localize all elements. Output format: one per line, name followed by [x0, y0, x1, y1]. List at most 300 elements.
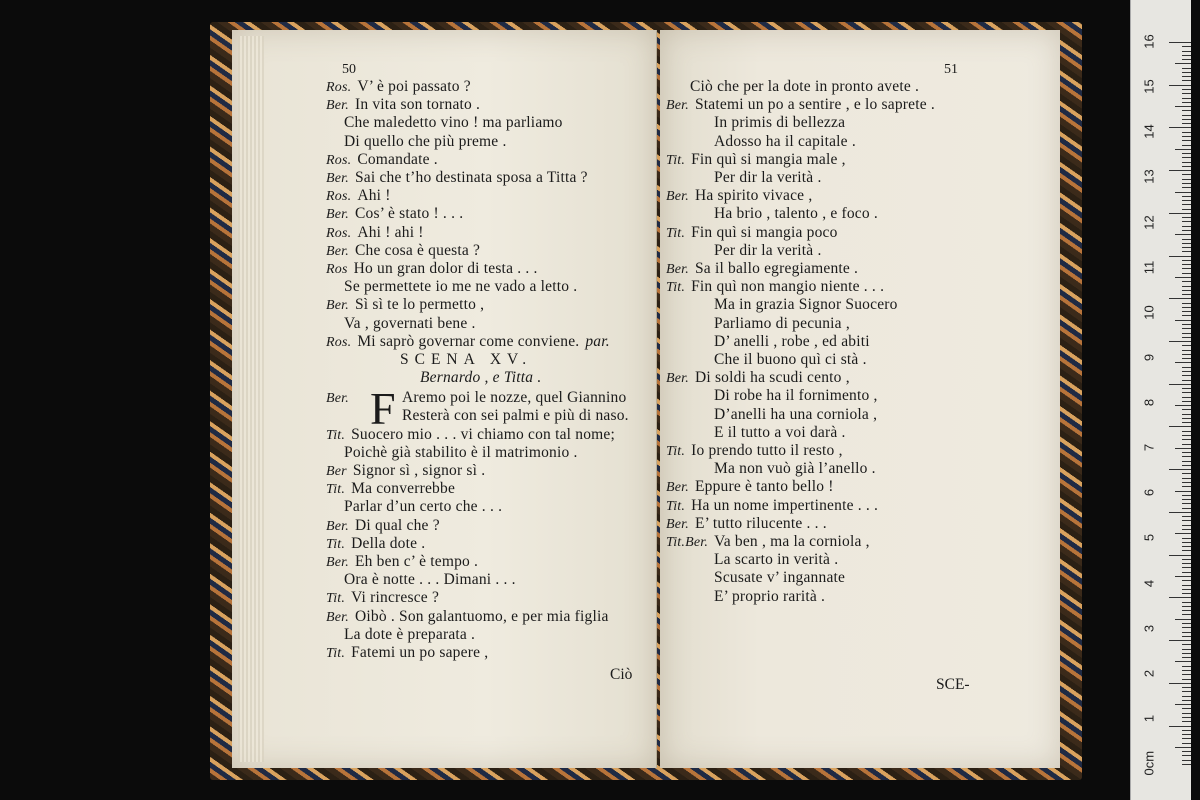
speaker-label: Tit.	[666, 444, 686, 459]
verse-text: Che cosa è questa ?	[354, 241, 481, 259]
verse-text: V’ è poi passato ?	[357, 78, 471, 95]
verse-text: Aremo poi le nozze, quel Giannino	[402, 389, 627, 407]
ruler-tick	[1182, 380, 1191, 381]
text-line	[344, 278, 577, 296]
ruler-tick	[1182, 708, 1191, 709]
text-line	[344, 498, 502, 516]
ruler-tick	[1182, 713, 1191, 714]
ruler-tick	[1182, 670, 1191, 671]
measurement-ruler	[1130, 0, 1191, 800]
verse-text: Parliamo di pecunia ,	[714, 314, 850, 332]
ruler-tick	[1182, 367, 1191, 368]
ruler-tick	[1182, 328, 1191, 329]
ruler-tick	[1182, 431, 1191, 432]
ruler-tick	[1182, 606, 1191, 607]
ruler-tick	[1182, 542, 1191, 543]
verse-text: D’anelli ha una corniola ,	[714, 405, 878, 423]
verse-text: Ma non vuò già l’anello .	[714, 460, 876, 478]
text-line	[344, 315, 476, 333]
text-line	[326, 553, 478, 572]
ruler-tick	[1175, 448, 1191, 449]
text-line	[714, 569, 845, 587]
text-line	[326, 333, 610, 352]
text-line	[326, 644, 488, 663]
ruler-tick	[1182, 303, 1191, 304]
text-line	[666, 278, 884, 297]
speaker-label: Ber.	[326, 518, 349, 534]
ruler-tick	[1182, 439, 1191, 440]
ruler-number: 8	[1141, 398, 1157, 407]
verse-text: Io prendo tutto il resto ,	[691, 442, 843, 459]
ruler-tick	[1182, 153, 1191, 154]
verse-text: D’ anelli , robe , ed abiti	[714, 332, 870, 350]
verse-text: Per dir la verità .	[714, 241, 822, 259]
ruler-tick	[1182, 486, 1191, 487]
verse-text: Ma converrebbe	[351, 480, 456, 498]
ruler-tick	[1175, 106, 1191, 107]
ruler-tick	[1182, 666, 1191, 667]
ruler-tick	[1182, 273, 1191, 274]
ruler-tick	[1182, 700, 1191, 701]
ruler-tick	[1182, 337, 1191, 338]
ruler-tick	[1182, 204, 1191, 205]
ruler-tick	[1182, 166, 1191, 167]
ruler-tick	[1169, 298, 1191, 299]
ruler-tick	[1182, 734, 1191, 735]
ruler-tick	[1182, 98, 1191, 99]
text-line	[714, 588, 825, 606]
ruler-tick	[1182, 354, 1191, 355]
ruler-tick	[1182, 281, 1191, 282]
ruler-number: 6	[1141, 489, 1157, 497]
verse-text: Di soldi ha scudi cento ,	[694, 369, 850, 387]
ruler-tick	[1182, 482, 1191, 483]
ruler-tick	[1182, 422, 1191, 423]
ruler-tick	[1175, 192, 1191, 193]
speaker-label: Tit.	[666, 498, 686, 514]
ruler-tick	[1182, 495, 1191, 496]
ruler-tick	[1182, 251, 1191, 252]
right-page	[660, 30, 1060, 768]
speaker-label: Ber.	[666, 189, 689, 205]
ruler-tick	[1182, 409, 1191, 410]
ruler-tick	[1182, 691, 1191, 692]
ruler-tick	[1182, 644, 1191, 645]
text-line	[326, 96, 480, 115]
ruler-tick	[1182, 623, 1191, 624]
ruler-tick	[1182, 345, 1191, 346]
verse-text: Ora è notte . . . Dimani . . .	[344, 571, 516, 589]
ruler-tick	[1182, 93, 1191, 94]
verse-text: E’ tutto rilucente . . .	[694, 514, 827, 532]
ruler-tick	[1182, 636, 1191, 637]
ruler-tick	[1182, 653, 1191, 654]
ruler-tick	[1169, 384, 1191, 385]
text-line	[344, 133, 507, 151]
ruler-tick	[1182, 550, 1191, 551]
text-line	[326, 535, 425, 554]
ruler-tick	[1182, 397, 1191, 398]
verse-text: Della dote .	[351, 534, 426, 552]
speaker-label: Tit.	[666, 280, 686, 296]
ruler-tick	[1182, 589, 1191, 590]
ruler-tick	[1182, 140, 1191, 141]
ruler-tick	[1182, 358, 1191, 359]
ruler-tick	[1182, 290, 1191, 291]
ruler-tick	[1175, 661, 1191, 662]
page-number-right: 51	[944, 62, 958, 77]
text-line	[714, 205, 878, 223]
ruler-tick	[1175, 491, 1191, 492]
ruler-tick	[1182, 136, 1191, 137]
ruler-tick	[1175, 747, 1191, 748]
ruler-tick	[1182, 264, 1191, 265]
ruler-tick	[1182, 751, 1191, 752]
text-line	[326, 589, 439, 608]
verse-text: Scusate v’ ingannate	[714, 569, 846, 587]
ruler-tick	[1182, 51, 1191, 52]
verse-text: Che maledetto vino ! ma parliamo	[344, 114, 563, 132]
text-line	[326, 480, 455, 499]
text-line	[326, 517, 440, 536]
speaker-label: Tit.	[666, 152, 686, 168]
verse-text: Vi rincresce ?	[351, 589, 440, 607]
ruler-tick	[1182, 508, 1191, 509]
text-line	[714, 424, 846, 442]
ruler-tick	[1182, 388, 1191, 389]
verse-text: Statemi un po a sentire , e lo saprete .	[694, 96, 935, 114]
text-line	[714, 460, 876, 478]
verse-text: E il tutto a voi darà .	[714, 423, 846, 441]
ruler-tick	[1182, 157, 1191, 158]
text-line	[666, 533, 870, 552]
ruler-number: 4	[1141, 579, 1157, 587]
ruler-tick	[1182, 585, 1191, 586]
ruler-tick	[1182, 657, 1191, 658]
page-edges	[238, 36, 264, 762]
ruler-tick	[1169, 683, 1191, 684]
verse-text: E’ proprio rarità .	[714, 587, 826, 605]
verse-text: Cos’ è stato ! . . .	[354, 205, 464, 223]
speaker-label: Ber.	[666, 480, 689, 496]
ruler-tick	[1182, 315, 1191, 316]
speaker-label: Ber.	[326, 207, 349, 223]
ruler-tick	[1182, 456, 1191, 457]
speaker-label: Ros.	[326, 225, 352, 241]
verse-text: In vita son tornato .	[354, 96, 481, 114]
text-line	[666, 187, 812, 206]
text-line	[666, 442, 843, 461]
ruler-tick	[1182, 738, 1191, 739]
ruler-tick	[1182, 72, 1191, 73]
ruler-tick	[1182, 721, 1191, 722]
ruler-tick	[1182, 687, 1191, 688]
speaker-label: Ber.	[666, 371, 689, 387]
verse-text: Adosso ha il capitale .	[714, 132, 856, 150]
ruler-tick	[1182, 187, 1191, 188]
verse-text: Ha spirito vivace ,	[694, 187, 813, 205]
left-page	[232, 30, 657, 768]
ruler-number: 7	[1141, 444, 1157, 452]
ruler-tick	[1182, 478, 1191, 479]
speaker-label: Ber.	[326, 298, 349, 314]
verse-text: Ho un gran dolor di testa . . .	[353, 260, 538, 277]
ruler-tick	[1169, 640, 1191, 641]
ruler-tick	[1182, 679, 1191, 680]
ruler-tick	[1182, 503, 1191, 504]
ruler-tick	[1182, 525, 1191, 526]
ruler-tick	[1182, 760, 1191, 761]
ruler-tick	[1169, 726, 1191, 727]
verse-text: Ciò che per la dote in pronto avete .	[690, 78, 920, 95]
ruler-tick	[1182, 717, 1191, 718]
verse-text: Sì sì te lo permetto ,	[354, 296, 485, 314]
ruler-tick	[1169, 597, 1191, 598]
ruler-tick	[1182, 324, 1191, 325]
ruler-tick	[1175, 405, 1191, 406]
verse-text: Ahi ! ahi !	[357, 223, 424, 241]
ruler-tick	[1182, 452, 1191, 453]
ruler-tick	[1182, 610, 1191, 611]
ruler-number: 9	[1141, 353, 1157, 361]
ruler-tick	[1175, 63, 1191, 64]
text-line	[666, 369, 850, 388]
text-line	[714, 406, 877, 424]
verse-text: Fin quì non mangio niente . . .	[691, 278, 885, 296]
ruler-tick	[1182, 563, 1191, 564]
verse-text: Eh ben c’ è tempo .	[354, 553, 479, 570]
ruler-tick	[1182, 179, 1191, 180]
catchword-left: Ciò	[610, 666, 633, 683]
text-line	[326, 608, 609, 627]
speaker-label: Tit.	[666, 225, 686, 241]
ruler-tick	[1175, 704, 1191, 705]
verse-text: Sai che t’ho destinata sposa a Titta ?	[354, 169, 588, 186]
text-line	[326, 296, 484, 315]
speaker-label: Tit.	[326, 646, 346, 661]
ruler-tick	[1182, 247, 1191, 248]
ruler-tick	[1182, 392, 1191, 393]
verse-text: Parlar d’un certo che . . .	[344, 498, 503, 516]
ruler-tick	[1169, 469, 1191, 470]
ruler-number: 3	[1141, 624, 1157, 632]
ruler-tick	[1182, 123, 1191, 124]
scene-characters: Bernardo , e Titta .	[420, 369, 542, 387]
text-line	[714, 133, 856, 151]
ruler-tick	[1182, 375, 1191, 376]
speaker-label: Ber.	[326, 243, 349, 259]
ruler-tick	[1182, 401, 1191, 402]
text-line	[326, 78, 471, 97]
text-line	[326, 224, 424, 243]
ruler-number: 16	[1141, 34, 1157, 49]
verse-text: Poichè già stabilito è il matrimonio .	[344, 443, 578, 461]
ruler-tick	[1182, 435, 1191, 436]
ruler-tick	[1169, 512, 1191, 513]
verse-text: Comandate .	[357, 150, 438, 168]
ruler-tick	[1182, 268, 1191, 269]
text-line	[666, 478, 834, 497]
ruler-tick	[1182, 226, 1191, 227]
ruler-tick	[1182, 593, 1191, 594]
ruler-tick	[1182, 529, 1191, 530]
text-line	[666, 96, 935, 115]
verse-text: Eppure è tanto bello !	[694, 478, 834, 496]
verse-text: Va , governati bene .	[344, 314, 476, 332]
ruler-tick	[1182, 473, 1191, 474]
speaker-label: Tit.Ber.	[666, 535, 709, 550]
verse-text: Di robe ha il fornimento ,	[714, 387, 878, 405]
ruler-tick	[1182, 418, 1191, 419]
speaker-label: Ber.	[326, 98, 349, 114]
speaker-label: Tit.	[326, 482, 346, 498]
ruler-tick	[1182, 632, 1191, 633]
ruler-tick	[1182, 46, 1191, 47]
ruler-tick	[1175, 576, 1191, 577]
ruler-tick	[1169, 170, 1191, 171]
text-line	[690, 78, 919, 96]
speaker-label: Ros.	[326, 189, 352, 205]
verse-text: La dote è preparata .	[344, 625, 476, 643]
verse-text: Ma in grazia Signor Suocero	[714, 296, 898, 314]
ruler-tick	[1182, 559, 1191, 560]
ruler-tick	[1169, 256, 1191, 257]
text-line	[326, 151, 438, 170]
verse-text: Di quello che più preme .	[344, 132, 507, 150]
text-line	[714, 242, 822, 260]
drop-cap: F	[370, 383, 396, 435]
verse-text: Fatemi un po sapere ,	[351, 644, 489, 661]
ruler-number: 15	[1141, 79, 1157, 94]
ruler-number: 5	[1141, 534, 1157, 542]
text-line	[666, 515, 827, 534]
ruler-tick	[1169, 555, 1191, 556]
speaker-label: Ber.	[666, 516, 689, 532]
verse-text: Mi saprò governar come conviene.	[357, 332, 580, 350]
text-line	[714, 351, 867, 369]
ruler-tick	[1175, 277, 1191, 278]
ruler-tick	[1182, 764, 1191, 765]
ruler-tick	[1182, 294, 1191, 295]
ruler-tick	[1182, 516, 1191, 517]
text-line	[714, 551, 838, 569]
ruler-tick	[1182, 499, 1191, 500]
speaker-label: Ber.	[326, 171, 349, 186]
ruler-number: 1	[1141, 714, 1157, 722]
ruler-tick	[1182, 538, 1191, 539]
ruler-tick	[1182, 286, 1191, 287]
verse-text: Ha un nome impertinente . . .	[691, 496, 879, 514]
ruler-tick	[1182, 371, 1191, 372]
verse-text: Di qual che ?	[354, 516, 440, 534]
ruler-tick	[1182, 162, 1191, 163]
text-line	[666, 224, 838, 243]
ruler-number: 13	[1141, 169, 1157, 185]
ruler-tick	[1182, 145, 1191, 146]
ruler-number: 10	[1141, 305, 1157, 320]
ruler-tick	[1182, 110, 1191, 111]
text-line	[714, 333, 870, 351]
page-number-left: 50	[342, 62, 356, 77]
verse-text: Ahi !	[357, 187, 391, 205]
ruler-tick	[1182, 567, 1191, 568]
text-line	[344, 626, 475, 644]
stage-direction: par.	[585, 332, 610, 350]
verse-text: Oibò . Son galantuomo, e per mia figlia	[354, 607, 609, 625]
ruler-tick	[1175, 619, 1191, 620]
ruler-tick	[1182, 260, 1191, 261]
speaker-label: Ber	[326, 464, 347, 479]
text-line	[344, 114, 563, 132]
ruler-tick	[1182, 311, 1191, 312]
ruler-tick	[1182, 350, 1191, 351]
verse-text: Signor sì , signor sì .	[352, 462, 486, 479]
ruler-tick	[1182, 730, 1191, 731]
verse-text: Fin quì si mangia poco	[691, 223, 838, 241]
verse-text: Resterà con sei palmi e più di naso.	[402, 407, 629, 425]
speaker-label: Tit.	[326, 591, 346, 607]
ruler-tick	[1182, 461, 1191, 462]
ruler-tick	[1182, 183, 1191, 184]
ruler-tick	[1169, 42, 1191, 43]
text-line	[666, 497, 878, 516]
ruler-tick	[1169, 85, 1191, 86]
ruler-tick	[1182, 649, 1191, 650]
ruler-tick	[1182, 59, 1191, 60]
ruler-tick	[1182, 602, 1191, 603]
ruler-tick	[1182, 221, 1191, 222]
text-line	[326, 389, 355, 408]
ruler-tick	[1182, 414, 1191, 415]
ruler-tick	[1182, 102, 1191, 103]
ruler-tick	[1169, 213, 1191, 214]
ruler-tick	[1182, 230, 1191, 231]
ruler-tick	[1182, 200, 1191, 201]
speaker-label: Ber.	[666, 262, 689, 277]
text-line	[344, 444, 578, 462]
ruler-tick	[1182, 119, 1191, 120]
text-line	[326, 205, 463, 224]
verse-text: Va ben , ma la corniola ,	[714, 533, 870, 550]
text-line	[714, 296, 898, 314]
ruler-number: 2	[1141, 669, 1157, 677]
text-line	[326, 426, 615, 445]
ruler-number: 11	[1141, 260, 1157, 274]
speaker-label: Tit.	[326, 427, 346, 443]
speaker-label: Ber.	[326, 555, 349, 570]
text-line	[714, 169, 822, 187]
ruler-tick	[1182, 444, 1191, 445]
text-line	[326, 260, 538, 279]
catchword-right: SCE-	[936, 676, 970, 693]
verse-text: Fin quì si mangia male ,	[691, 150, 846, 168]
ruler-tick	[1182, 55, 1191, 56]
verse-text: Che il buono quì ci stà .	[714, 351, 867, 368]
ruler-tick	[1182, 614, 1191, 615]
speaker-label: Ros	[326, 262, 348, 277]
ruler-tick	[1182, 696, 1191, 697]
ruler-tick	[1175, 533, 1191, 534]
ruler-tick	[1182, 333, 1191, 334]
ruler-tick	[1182, 68, 1191, 69]
text-line	[326, 169, 588, 188]
scene-title: SCENA XV.	[400, 351, 533, 368]
ruler-tick	[1182, 239, 1191, 240]
verse-text: Suocero mio . . . vi chiamo con tal nome;	[351, 425, 615, 443]
text-line	[666, 260, 858, 279]
verse-text: In primis di bellezza	[714, 114, 846, 132]
text-line	[666, 151, 846, 170]
